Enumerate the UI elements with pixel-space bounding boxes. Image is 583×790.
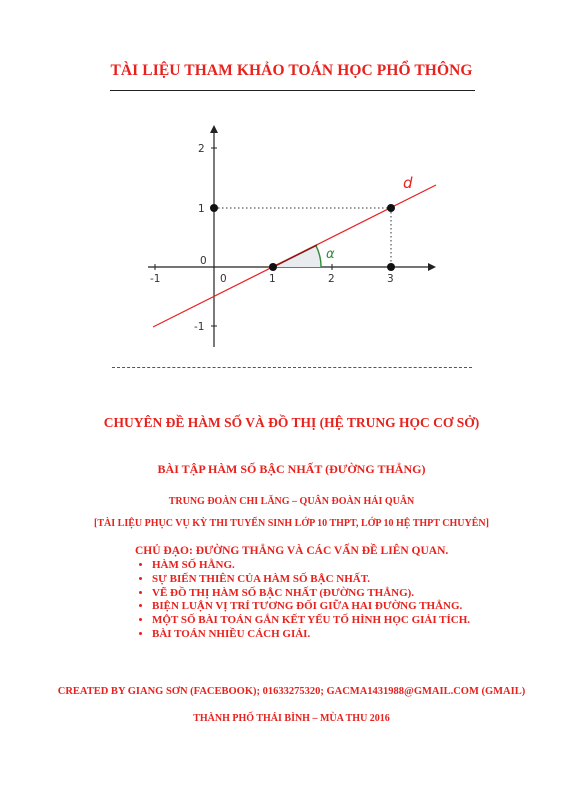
y-tick-label: 2: [198, 143, 205, 155]
list-item: • SỰ BIẾN THIÊN CỦA HÀM SỐ BẬC NHẤT.: [152, 573, 470, 587]
title-underline: [110, 90, 475, 91]
point-3-0: [387, 263, 395, 271]
exercise-heading: BÀI TẬP HÀM SỐ BẬC NHẤT (ĐƯỜNG THẲNG): [157, 462, 426, 476]
line-graph-figure: [140, 122, 440, 352]
axis-ticks: [155, 148, 391, 326]
x-axis-arrow: [428, 263, 436, 271]
point-3-1: [387, 204, 395, 212]
line-d-label: d: [403, 174, 413, 192]
document-title: TÀI LIỆU THAM KHẢO TOÁN HỌC PHỔ THÔNG: [110, 62, 473, 79]
y-tick-label: -1: [194, 321, 205, 333]
topic-list: [130, 559, 470, 642]
list-item: • BÀI TOÁN NHIỀU CÁCH GIẢI.: [152, 628, 470, 642]
list-item: • BIỆN LUẬN VỊ TRÍ TƯƠNG ĐỐI GIỮA HAI ĐƯỜNG THẲNG.: [152, 600, 470, 614]
main-topic: CHỦ ĐẠO: ĐƯỜNG THẲNG VÀ CÁC VẤN ĐỀ LIÊN QUAN.: [135, 545, 449, 557]
origin-label: 0: [200, 255, 207, 267]
x-tick-label: 1: [269, 273, 276, 285]
x-tick-label: -1: [150, 273, 161, 285]
list-item: • VẼ ĐỒ THỊ HÀM SỐ BẬC NHẤT (ĐƯỜNG THẲNG).: [152, 587, 470, 601]
y-tick-label: 1: [198, 203, 205, 215]
unit-line: TRUNG ĐOÀN CHI LĂNG – QUÂN ĐOÀN HẢI QUÂN: [168, 496, 415, 507]
point-1-0: [269, 263, 277, 271]
section-divider: [112, 367, 472, 368]
list-item: • MỘT SỐ BÀI TOÁN GẮN KẾT YẾU TỐ HÌNH HỌC GIẢI TÍCH.: [152, 614, 470, 628]
x-tick-label: 0: [220, 273, 227, 285]
x-tick-label: 3: [387, 273, 394, 285]
purpose-line: [TÀI LIỆU PHỤC VỤ KỲ THI TUYỂN SINH LỚP 10 THPT, LỚP 10 HỆ THPT CHUYÊN]: [94, 518, 489, 529]
point-0-1: [210, 204, 218, 212]
subject-heading: CHUYÊN ĐỀ HÀM SỐ VÀ ĐỒ THỊ (HỆ TRUNG HỌC CƠ SỞ): [103, 415, 480, 430]
angle-alpha-label: α: [326, 247, 335, 262]
x-tick-label: 2: [328, 273, 335, 285]
place-date: THÀNH PHỐ THÁI BÌNH – MÙA THU 2016: [193, 713, 390, 724]
y-axis-arrow: [210, 125, 218, 133]
author-credit: CREATED BY GIANG SƠN (FACEBOOK); 01633275320; GACMA1431988@GMAIL.COM (GMAIL): [57, 686, 526, 697]
list-item: • HÀM SỐ HẰNG.: [152, 559, 470, 573]
